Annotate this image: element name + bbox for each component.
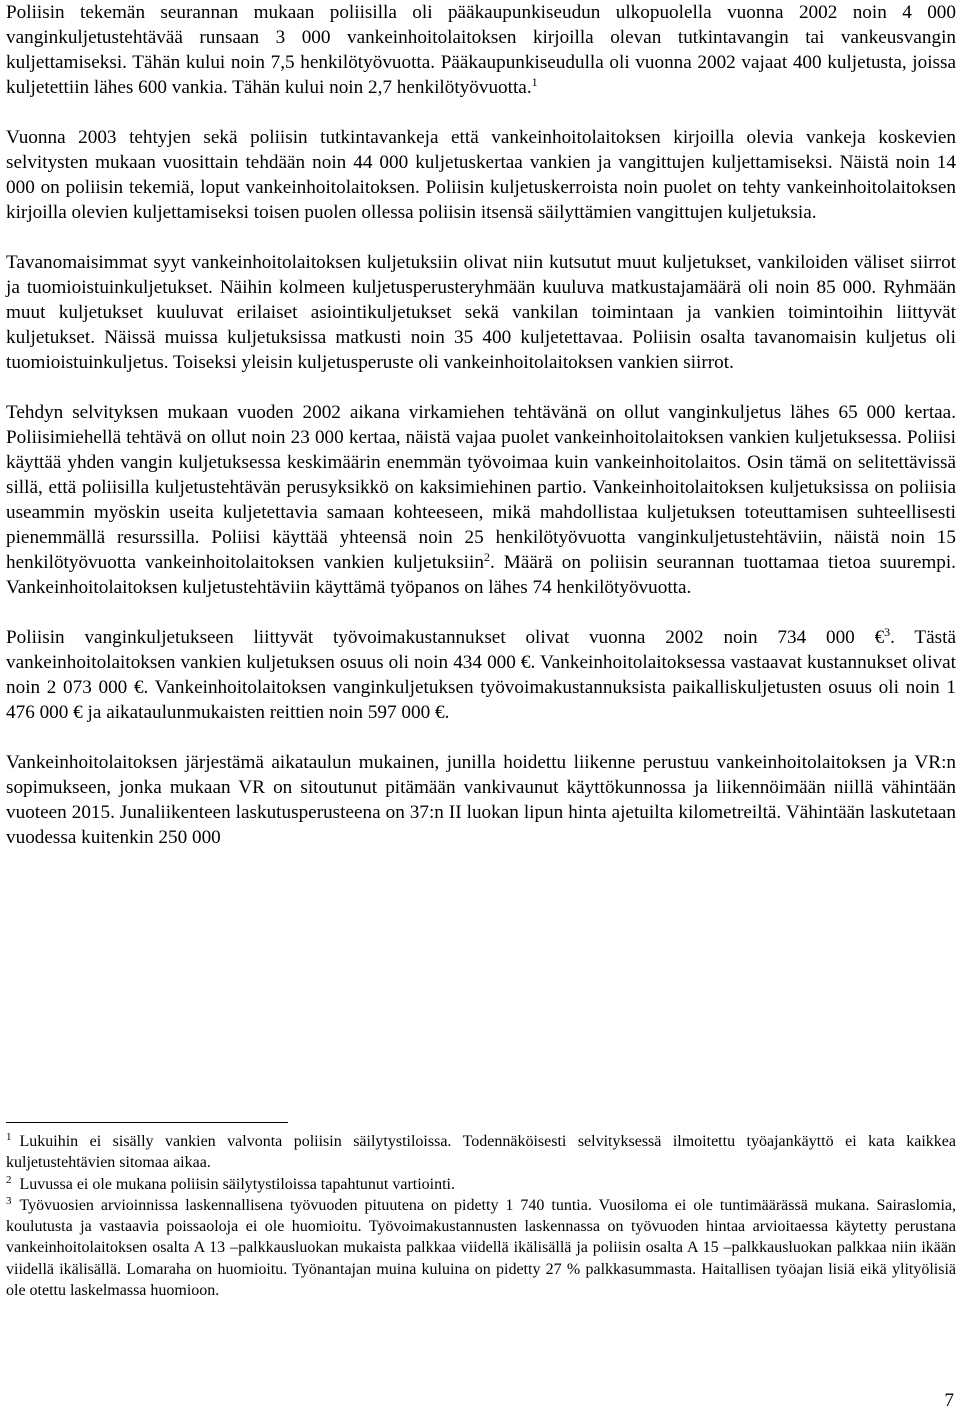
footnote-2 bbox=[6, 1174, 956, 1195]
paragraph-1: Poliisin tekemän seurannan mukaan poliisilla oli pääkaupunkiseudun ulkopuolella vuonna 2002 noin 4 000 vanginkuljetustehtävää runsaan 3 000 vankeinhoitolaitoksen kirjoilla olevan tutkintavangin tai vankeusvangin kuljettamiseksi. Tähän kului noin 7,5 henkilötyövuotta. Pääkaupunkiseudulla oli vuonna 2002 vajaat 400 kuljetusta, joissa kuljetettiin lähes 600 vankia. Tähän kului noin 2,7 henkilötyövuotta.$^1$ bbox=[6, 2, 956, 98]
footnote-divider bbox=[6, 1122, 288, 1123]
paragraph-5: Poliisin vanginkuljetukseen liittyvät työvoimakustannukset olivat vuonna 2002 noin 734 000 €$^3$. Tästä vankeinhoitolaitoksen vankien kuljetuksen osuus oli noin 434 000 €. Vankeinhoitolaitoksessa vastaavat kustannukset olivat noin 2 073 000 €. Vankeinhoitolaitoksen vanginkuljetuksen työvoimakustannuksista paikalliskuljetusten osuus oli noin 1 476 000 € ja aikataulunmukaisten reittien noin 597 000 €. bbox=[6, 625, 956, 723]
footnote-text: Lukuihin ei sisälly vankien valvonta poliisin säilytystiloissa. Todennäköisesti selvityksessä ilmoitettu työajankäyttö ei kata kaikkea kuljetustehtävien sitomaa aikaa. bbox=[6, 1133, 956, 1172]
footnote-mark: 3 bbox=[6, 1194, 12, 1207]
footnote-ref-3[interactable]: 3 bbox=[884, 625, 891, 639]
paragraph-4: Tehdyn selvityksen mukaan vuoden 2002 aikana virkamiehen tehtävänä on ollut vanginkuljetus lähes 65 000 kertaa. Poliisimiehellä tehtävä on ollut noin 23 000 kertaa, näistä vajaa puolet vankeinhoitolaitoksen vankien kuljetuksessa. Poliisi käyttää yhden vangin kuljetuksessa keskimäärin enemmän työvoimaa kuin vankeinhoitolaitos. Osin tämä on selitettävissä sillä, että poliisilla kuljetustehtävän perusyksikkö on kaksimiehinen partio. Vankeinhoitolaitoksen kuljetuksissa on poliisia useammin myöskin useita kuljetettavia samaan kohteeseen, mikä mahdollistaa kuljetuksen toteuttamisen suhteellisesti pienemmällä resurssilla. Poliisi käyttää yhteensä noin 25 henkilötyövuotta vanginkuljetustehtäviin, näistä noin 15 henkilötyövuotta vankeinhoitolaitoksen vankien kuljetuksiin$^2$. Määrä on poliisin seurannan tuottamaa tietoa suurempi. Vankeinhoitolaitoksen kuljetustehtäviin käyttämä työpanos on lähes 74 henkilötyövuotta. bbox=[6, 402, 956, 598]
footnote-1 bbox=[6, 1131, 956, 1174]
footnote-text: Luvussa ei ole mukana poliisin säilytystiloissa tapahtunut vartiointi. bbox=[19, 1175, 455, 1193]
paragraph-2: Vuonna 2003 tehtyjen sekä poliisin tutkintavankeja että vankeinhoitolaitoksen kirjoilla olevia vankeja koskevien selvitysten mukaan vuosittain tehdään noin 44 000 kuljetuskertaa vankien ja vangittujen kuljettamiseksi. Näistä noin 14 000 on poliisin tekemiä, loput vankeinhoitolaitoksen. Poliisin kuljetuskerroista noin puolet on tehty vankeinhoitolaitoksen kirjoilla olevien kuljettamiseksi toisen puolen ollessa poliisin itsensä säilyttämien vangittujen kuljetuksia. bbox=[6, 127, 956, 223]
paragraph-6: Vankeinhoitolaitoksen järjestämä aikataulun mukainen, junilla hoidettu liikenne perustuu vankeinhoitolaitoksen ja VR:n sopimukseen, jonka mukaan VR on sitoutunut pitämään vankivaunut käyttökunnossa ja liikennöimään niillä vähintään vuoteen 2015. Junaliikenteen laskutusperusteena on 37:n II luokan lipun hinta ajetuilta kilometreiltä. Vähintään laskutetaan vuodessa kuitenkin 250 000 bbox=[6, 752, 956, 848]
footnotes bbox=[6, 1131, 956, 1301]
footnote-ref-1[interactable]: 1 bbox=[531, 75, 538, 89]
body-text bbox=[6, 0, 956, 850]
page-number: 7 bbox=[944, 1390, 954, 1411]
paragraph-3: Tavanomaisimmat syyt vankeinhoitolaitoksen kuljetuksiin olivat niin kutsutut muut kuljetukset, vankiloiden väliset siirrot ja tuomioistuinkuljetukset. Näihin kolmeen kuljetusperusteryhmään kuuluva matkustajamäärä oli noin 85 000. Ryhmään muut kuljetukset kuuluvat erilaiset asiointikuljetukset sekä vankilan toimintaan ja vankien toimintoihin liittyvät kuljetukset. Näissä muissa kuljetuksissa matkusti noin 35 400 kuljetettavaa. Poliisin osalta tavanomaisin kuljetus oli tuomioistuinkuljetus. Toiseksi yleisin kuljetusperuste oli vankeinhoitolaitoksen vankien siirrot. bbox=[6, 252, 956, 373]
footnote-mark: 2 bbox=[6, 1173, 12, 1186]
footnote-text: Työvuosien arvioinnissa laskennallisena työvuoden pituutena on pidetty 1 740 tuntia. Vuosiloma ei ole tuntimäärässä mukana. Sairaslomia, koulutusta ja vastaavia poissaoloja ei ole huomioitu. Työvoimakustannusten laskennassa on työvuoden hintaa arvioitaessa käytetty perustana vankeinhoitolaitoksen osalta A 13 –palkkausluokan mukaista palkkaa viidellä ikälisällä ja poliisin osalta A 15 –palkkausluokan palkkaa niin ikään viidellä ikälisällä. Lomaraha on huomioitu. Työnantajan muina kuluina on pidetty 27 % palkkasummasta. Haitallisen työajan lisiä eikä ylityölisiä ole otettu laskelmassa huomioon. bbox=[6, 1196, 956, 1300]
footnote-3 bbox=[6, 1195, 956, 1301]
footnote-ref-2[interactable]: 2 bbox=[483, 550, 490, 564]
footnote-mark: 1 bbox=[6, 1131, 12, 1143]
